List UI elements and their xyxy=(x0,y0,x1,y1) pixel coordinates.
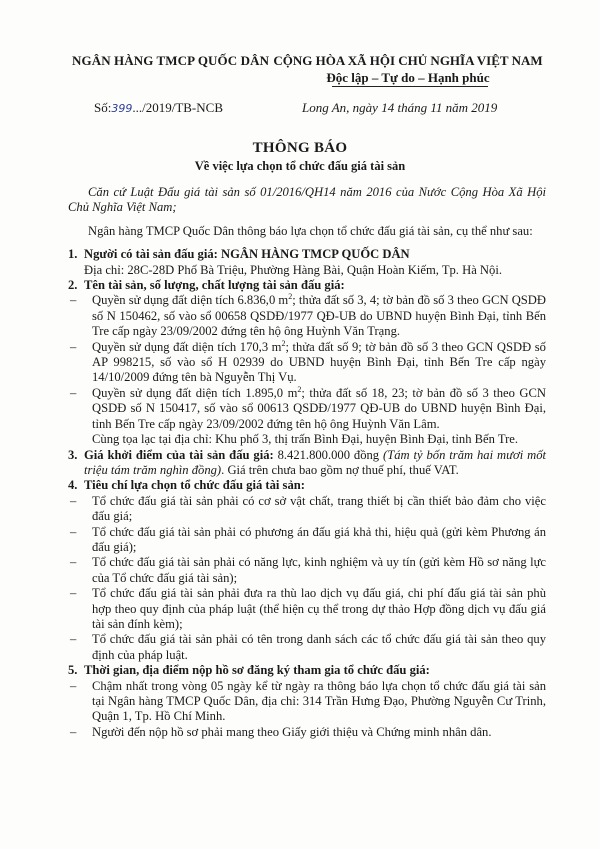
doc-prefix: Số: xyxy=(94,100,112,115)
legal-basis: Căn cứ Luật Đấu giá tài sản số 01/2016/QH14 năm 2016 của Nước Cộng Hòa Xã Hội Chủ Nghĩa Việt Nam; xyxy=(68,185,546,215)
nation-name: CỘNG HÒA XÃ HỘI CHỦ NGHĨA VIỆT NAM xyxy=(273,53,543,68)
document-title: THÔNG BÁO xyxy=(252,140,348,156)
national-header xyxy=(268,53,548,86)
doc-suffix: .../2019/TB-NCB xyxy=(132,100,223,115)
national-motto: Độc lập – Tự do – Hạnh phúc xyxy=(326,70,490,85)
submission-item: – Người đến nộp hồ sơ phải mang theo Giấy giới thiệu và Chứng minh nhân dân. xyxy=(70,724,492,739)
asset-item: – Quyền sử dụng đất diện tích 6.836,0 $m^2$; thửa đất số 3, 4; tờ bản đồ số 3 theo GCN QSDĐ số N 150462, số vào sổ 00658 QSDĐ/1977 QĐ-UB do UBND huyện Bình Đại, tỉnh Bến Tre cấp ngày 23/09/2002 đứng tên hộ ông Huỳnh Văn Trạng. xyxy=(70,292,546,339)
criteria-item: – Tổ chức đấu giá tài sản phải có phương án đấu giá khả thi, hiệu quả (gửi kèm Phương án đấu giá); xyxy=(70,524,546,554)
asset-location: Cùng tọa lạc tại địa chỉ: Khu phố 3, thị trấn Bình Đại, huyện Bình Đại, tỉnh Bến Tre. xyxy=(92,432,519,447)
intro-paragraph: Ngân hàng TMCP Quốc Dân thông báo lựa chọn tổ chức đấu giá tài sản, cụ thể như sau: xyxy=(88,223,533,238)
document-body xyxy=(68,185,546,740)
issuer-name: NGÂN HÀNG TMCP QUỐC DÂN xyxy=(72,53,270,68)
owner-address: Địa chỉ: 28C-28D Phố Bà Triệu, Phường Hàng Bài, Quận Hoàn Kiếm, Tp. Hà Nội. xyxy=(84,262,502,277)
asset-item: – Quyền sử dụng đất diện tích 1.895,0 $m^2$; thửa đất số 18, 23; tờ bản đồ số 3 theo GCN QSDĐ số N 150417, số vào sổ 00613 QSDĐ/1977 QĐ-UB do UBND huyện Bình Đại, tỉnh Bến Tre cấp ngày 23/09/2002 đứng tên hộ ông Huỳnh Văn Lâm. xyxy=(70,384,546,431)
section-1-heading: 1. Người có tài sản đấu giá: NGÂN HÀNG TMCP QUỐC DÂN xyxy=(68,247,410,262)
section-3-heading: 3. Giá khởi điểm của tài sản đấu giá: 8.421.800.000 đồng (Tám tỷ bốn trăm hai mươi mốt triệu tám trăm nghìn đồng). Giá trên chưa bao gồm nợ thuế phí, thuế VAT. xyxy=(68,447,546,477)
section-4-heading: 4. Tiêu chí lựa chọn tổ chức đấu giá tài sản: xyxy=(68,478,305,493)
asset-item: – Quyền sử dụng đất diện tích 170,3 $m^2$; thửa đất số 9; tờ bản đồ số 3 theo GCN QSDĐ số AP 998215, số vào sổ H 02939 do UBND huyện Bình Đại, tỉnh Bến Tre cấp ngày 14/10/2009 đứng tên bà Nguyễn Thị Vụ. xyxy=(70,338,546,385)
criteria-item: – Tổ chức đấu giá tài sản phải có tên trong danh sách các tổ chức đấu giá tài sản theo quy định của pháp luật. xyxy=(70,632,546,662)
document-number xyxy=(94,100,223,116)
criteria-item: – Tổ chức đấu giá tài sản phải đưa ra thù lao dịch vụ đấu giá, chi phí đấu giá tài sản phù hợp theo quy định của pháp luật (thể hiện cụ thể trong dự thảo Hợp đồng dịch vụ đấu giá tài sản đính kèm); xyxy=(70,586,546,631)
submission-item: – Chậm nhất trong vòng 05 ngày kể từ ngày ra thông báo lựa chọn tổ chức đấu giá tài sản tại Ngân hàng TMCP Quốc Dân, địa chỉ: 314 Trần Hưng Đạo, Phường Nguyễn Cư Trinh, Quận 1, Tp. Hồ Chí Minh. xyxy=(70,678,546,724)
document-subtitle: Về việc lựa chọn tổ chức đấu giá tài sản xyxy=(194,159,406,173)
section-2-heading: 2. Tên tài sản, số lượng, chất lượng tài sản đấu giá: xyxy=(68,278,345,293)
section-5-heading: 5. Thời gian, địa điểm nộp hồ sơ đăng ký tham gia tổ chức đấu giá: xyxy=(68,663,430,678)
criteria-item: – Tổ chức đấu giá tài sản phải có cơ sở vật chất, trang thiết bị cần thiết bảo đảm cho việc đấu giá; xyxy=(70,493,546,524)
handwritten-number: 399 xyxy=(111,102,133,115)
place-date: Long An, ngày 14 tháng 11 năm 2019 xyxy=(302,100,498,115)
motto-underline xyxy=(332,86,488,87)
criteria-item: – Tổ chức đấu giá tài sản phải có năng lực, kinh nghiệm và uy tín (gửi kèm Hồ sơ năng lực của Tổ chức đấu giá tài sản); xyxy=(70,555,546,585)
